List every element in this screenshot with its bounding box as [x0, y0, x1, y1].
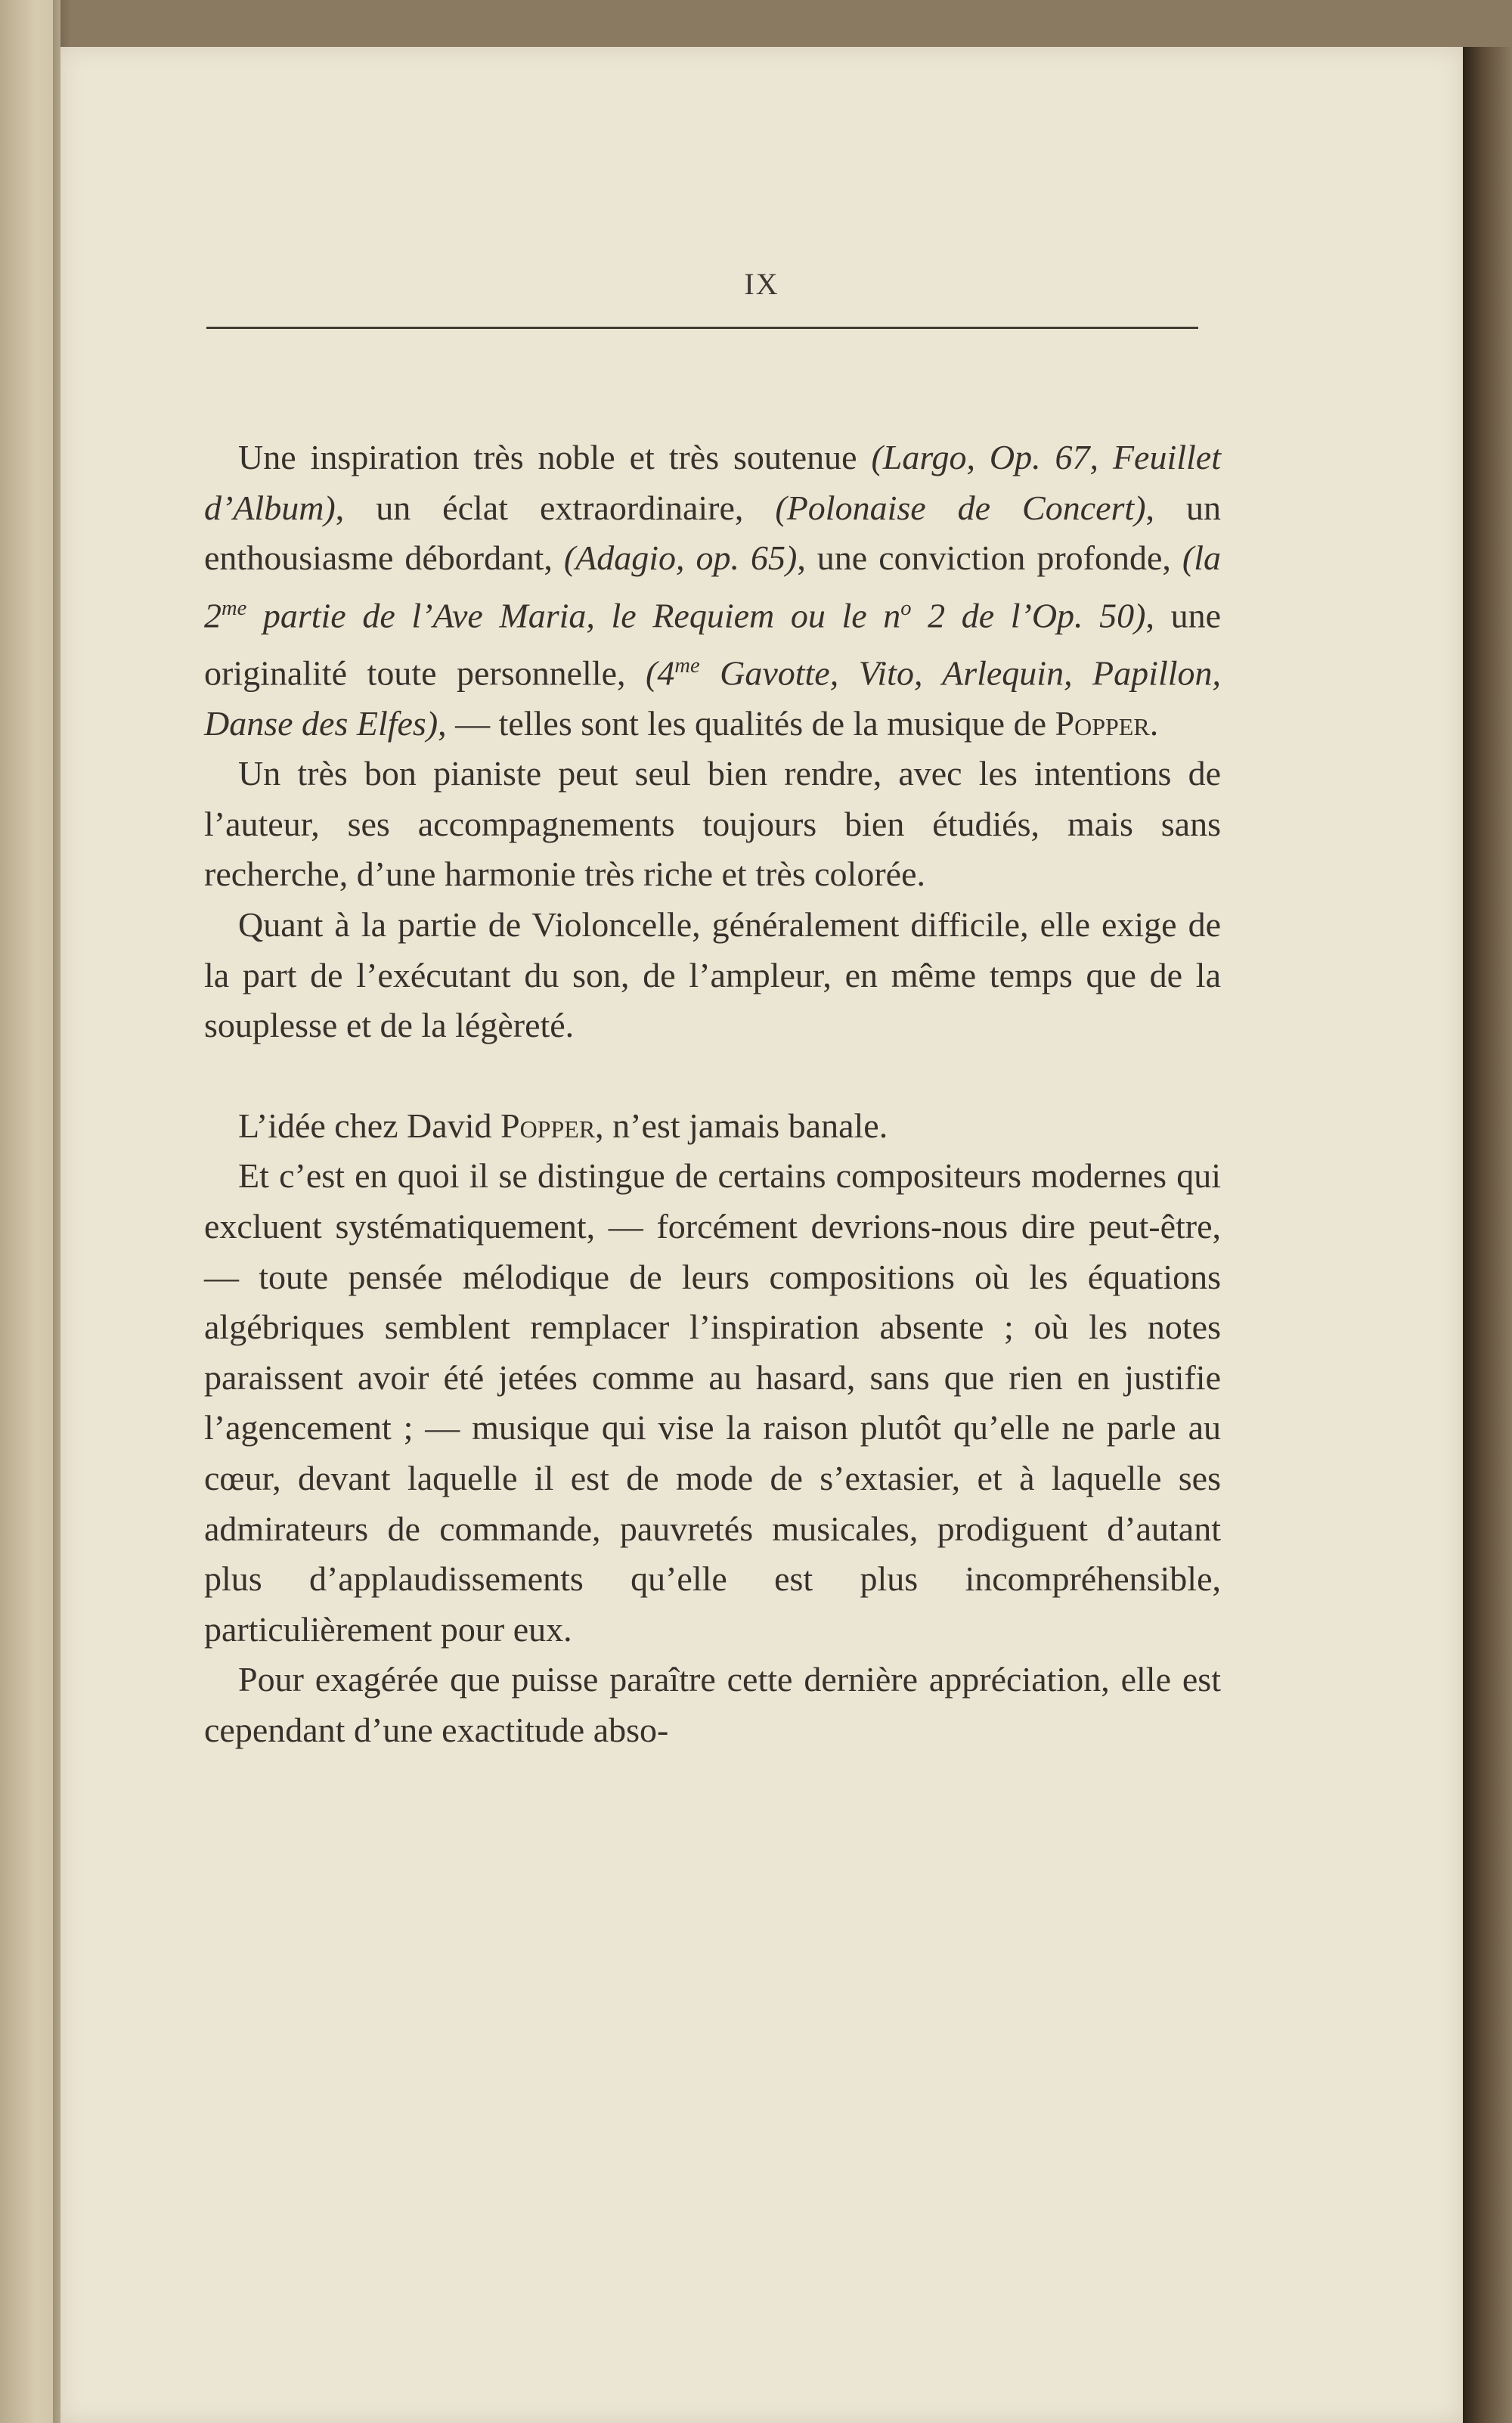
text-run: (4 [646, 653, 675, 693]
text-run: Quant à la partie de Violoncelle, généralement difficile, elle exige de la part de l’exécutant du son, de l’ampleur, en même temps que de la souplesse et de la légèreté. [204, 905, 1221, 1045]
text-run: partie de l’Ave Maria, le Requiem ou le n [246, 596, 901, 635]
text-run: Gavotte, Vito, Arlequin, Papillon, Danse des Elfes) [204, 653, 1222, 743]
text-run: Popper [500, 1106, 596, 1145]
book-page [60, 47, 1463, 2423]
text-run: me [222, 596, 247, 620]
text-run: L’idée chez David [238, 1106, 500, 1145]
text-run: (Polonaise de Concert) [775, 488, 1146, 527]
paragraph [204, 749, 1221, 900]
text-run: Une inspiration très noble et très soutenue [238, 438, 872, 476]
section-gap [204, 1051, 1221, 1101]
paragraph [204, 1151, 1221, 1655]
text-run: me [674, 653, 700, 678]
paragraph [204, 1655, 1221, 1755]
text-run: , — telles sont les qualités de la musique de [438, 703, 1055, 743]
text-run: Popper [1055, 703, 1150, 743]
text-run: (Largo, Op. 67, Feuillet d’Album) [204, 438, 1222, 527]
page-shadow-edge [1463, 47, 1512, 2423]
page-number: IX [744, 267, 779, 301]
paragraph [204, 900, 1221, 1051]
text-run: Pour exagérée que puisse paraître cette dernière appréciation, elle est cependant d’une exactitude abso- [204, 1660, 1221, 1749]
text-run: , une conviction profonde, [797, 538, 1182, 578]
header-rule [206, 327, 1198, 329]
text-run: . [1149, 703, 1159, 743]
text-run: 2 de l’Op. 50) [911, 596, 1146, 635]
paragraph [204, 433, 1221, 749]
body-text [204, 433, 1221, 1756]
text-run: o [900, 596, 912, 620]
text-run: Un très bon pianiste peut seul bien rendre, avec les intentions de l’auteur, ses accompagnements toujours bien étudiés, mais sans recherche, d’une harmonie très riche et très colorée. [204, 754, 1221, 894]
text-run: , n’est jamais banale. [595, 1106, 888, 1145]
text-run: , un enthousiasme débordant, [204, 488, 1221, 578]
facing-page-edge [0, 0, 60, 2423]
text-run: , un éclat extraordinaire, [335, 488, 776, 527]
text-run: , une originalité toute personnelle, [204, 596, 1221, 693]
text-run: (Adagio, op. 65) [563, 538, 798, 578]
text-run: (la 2 [204, 538, 1222, 635]
paragraph [204, 1101, 1221, 1152]
text-run: Et c’est en quoi il se distingue de certains compositeurs modernes qui excluent systématiquement, — forcément devrions-nous dire peut-être, — toute pensée mélodique de leurs compositions où les équations algébriques semblent remplacer l’inspiration absente ; où les notes paraissent avoir été jetées comme au hasard, sans que rien en justifie l’agencement ; — musique qui vise la raison plutôt qu’elle ne parle au cœur, devant laquelle il est de mode de s’extasier, et à laquelle ses admirateurs de commande, pauvretés musicales, prodiguent d’autant plus d’applaudissements qu’elle est plus incompréhensible, particulièrement pour eux. [204, 1156, 1221, 1649]
